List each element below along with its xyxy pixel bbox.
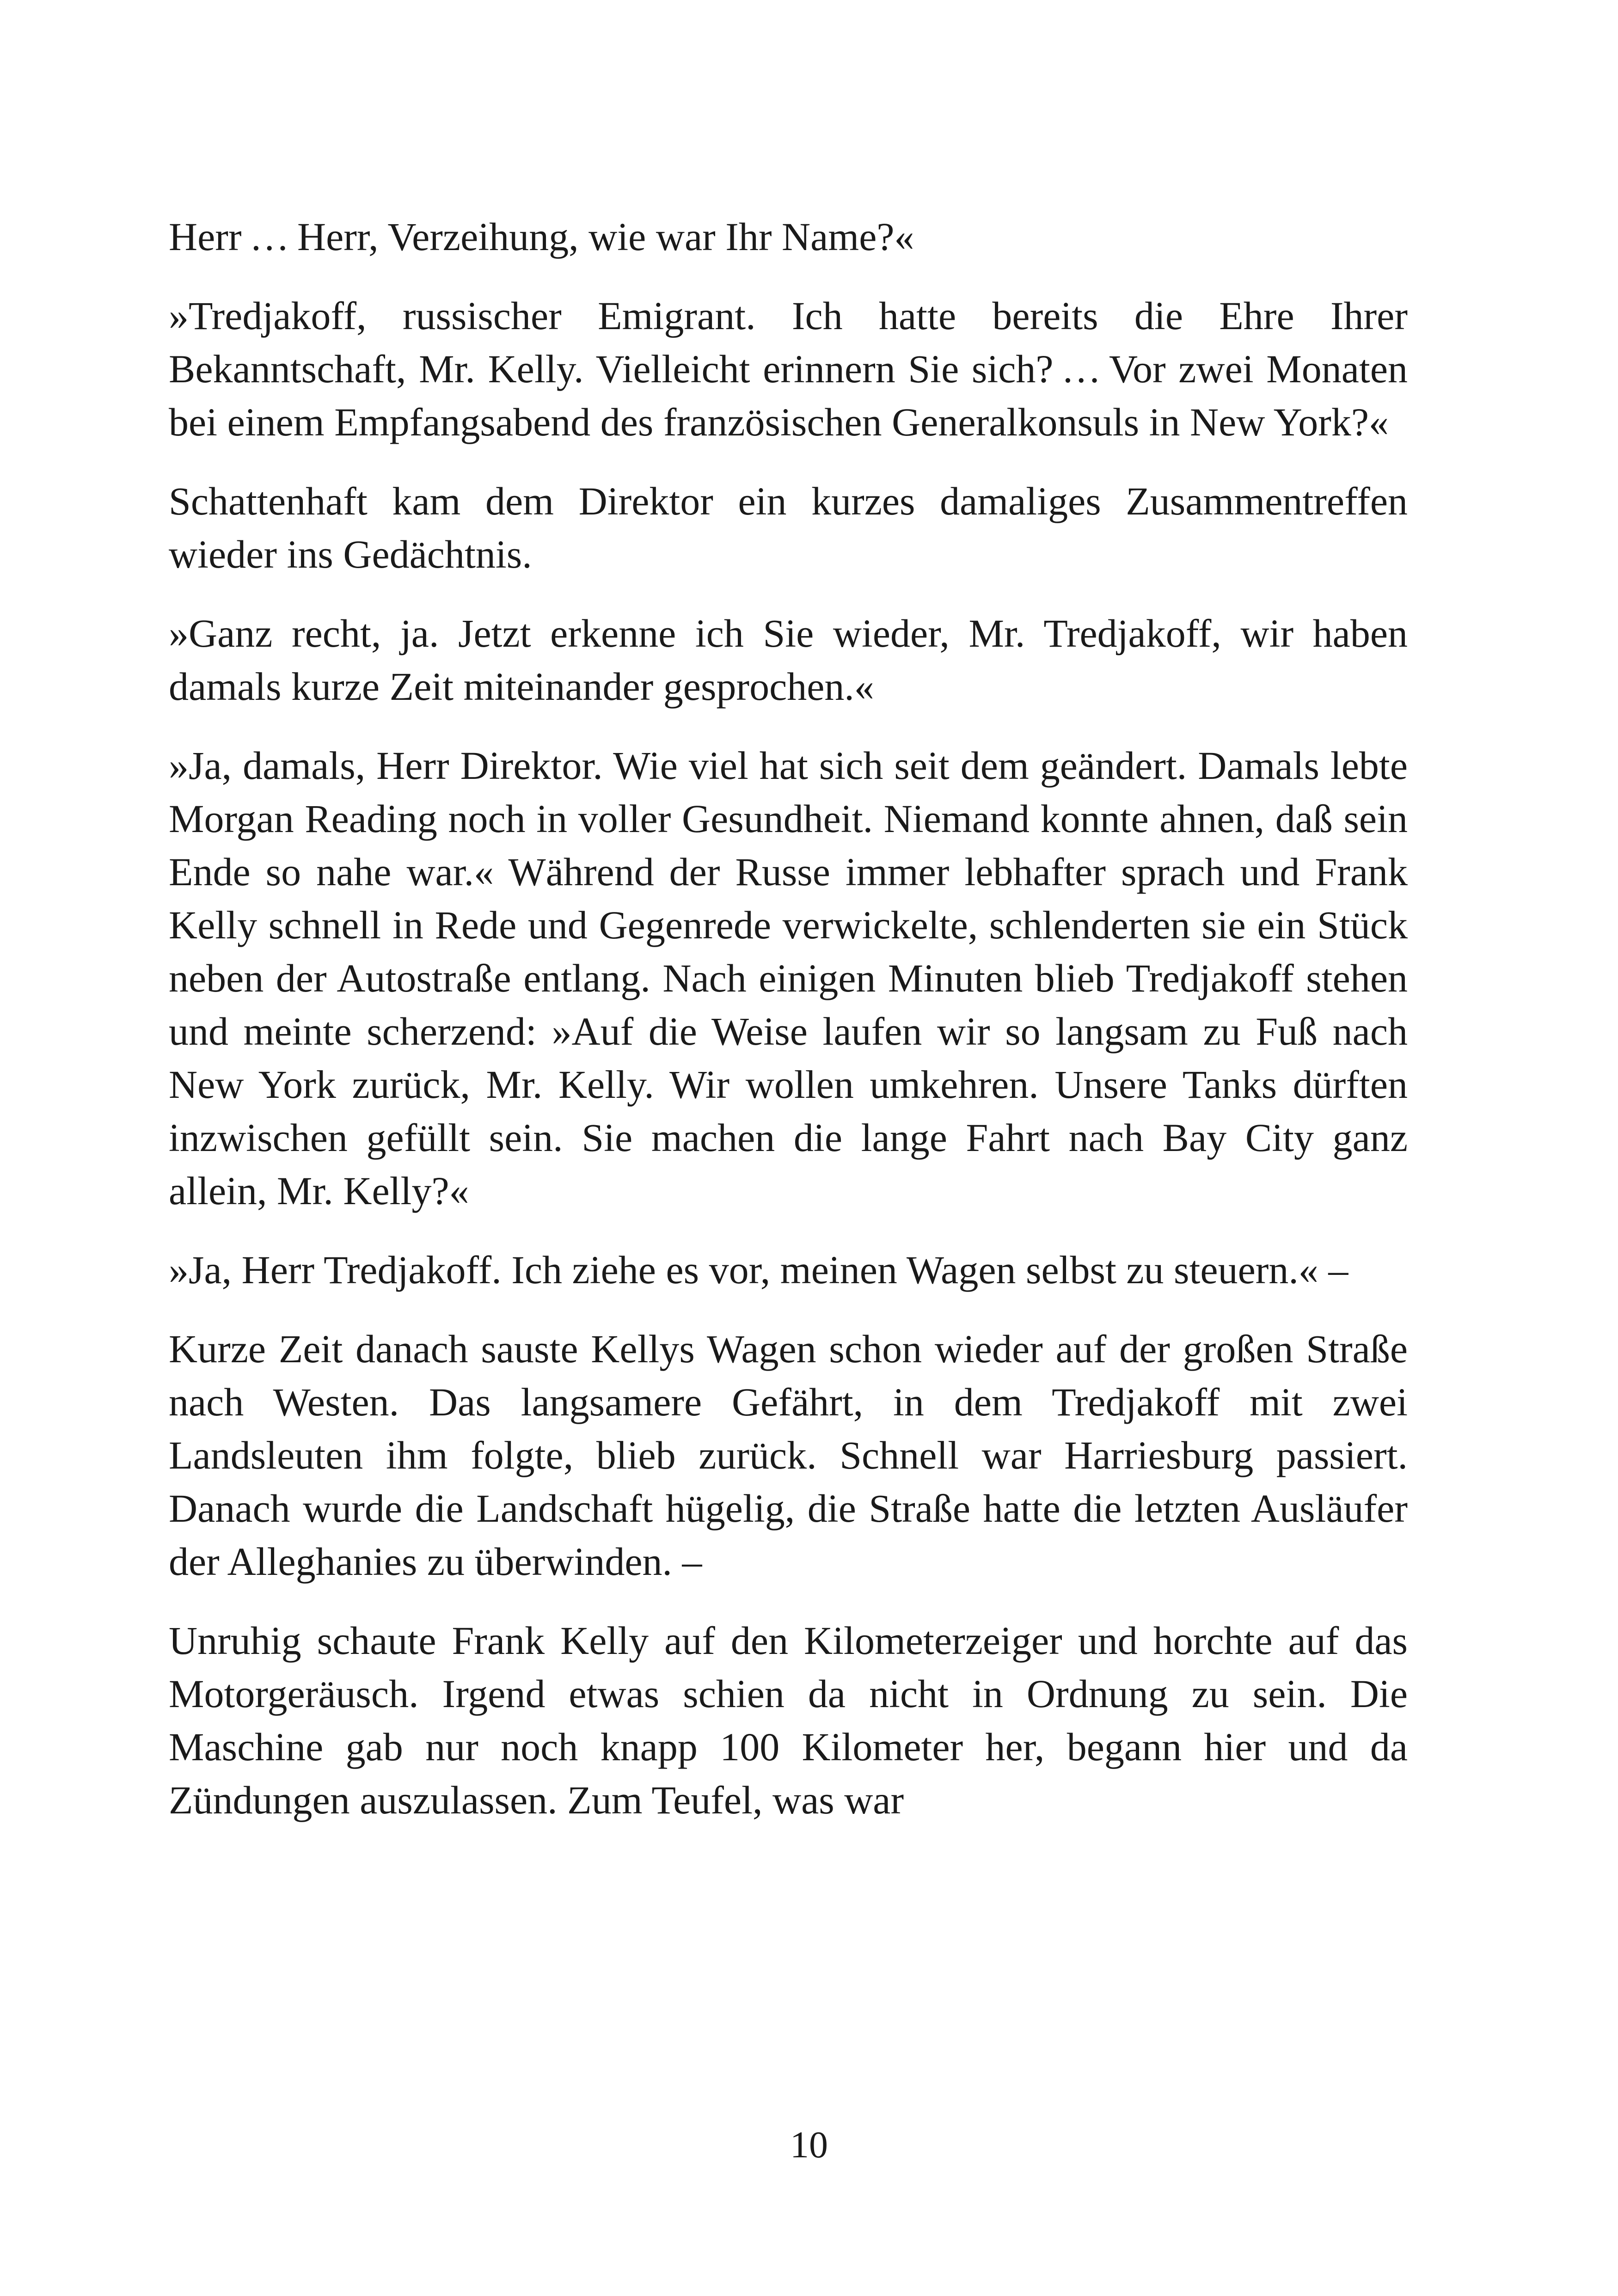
paragraph-2: »Tredjakoff, russischer Emigrant. Ich hatte bereits die Ehre Ihrer Bekanntschaft, Mr. Kelly. Vielleicht erinnern Sie sich? … Vor zwei Monaten bei einem Empfangsabend des französischen Generalkonsuls in New York?« [169, 294, 1408, 444]
paragraph-1: Herr … Herr, Verzeihung, wie war Ihr Name?« [169, 214, 914, 259]
paragraph-7: Kurze Zeit danach sauste Kellys Wagen schon wieder auf der großen Straße nach Westen. Das langsamere Gefährt, in dem Tredjakoff mit zwei Landsleuten ihm folgte, blieb zurück. Schnell war Harriesburg passiert. Danach wurde die Landschaft hügelig, die Straße hatte die letzten Ausläufer der Alleghanies zu überwinden. – [169, 1327, 1408, 1584]
body-text [169, 210, 1408, 1853]
paragraph-8: Unruhig schaute Frank Kelly auf den Kilometerzeiger und horchte auf das Motorgeräusch. Irgend etwas schien da nicht in Ordnung zu sein. Die Maschine gab nur noch knapp 100 Kilometer her, begann hier und da Zündungen auszulassen. Zum Teufel, was war [169, 1618, 1408, 1822]
paragraph-4: »Ganz recht, ja. Jetzt erkenne ich Sie wieder, Mr. Tredjakoff, wir haben damals kurze Zeit miteinander gesprochen.« [169, 611, 1408, 709]
paragraph-6: »Ja, Herr Tredjakoff. Ich ziehe es vor, meinen Wagen selbst zu steuern.« – [169, 1248, 1348, 1292]
page-number: 10 [790, 2124, 828, 2166]
paragraph-5: »Ja, damals, Herr Direktor. Wie viel hat sich seit dem geändert. Damals lebte Morgan Reading noch in voller Gesundheit. Niemand konnte ahnen, daß sein Ende so nahe war.« Während der Russe immer lebhafter sprach und Frank Kelly schnell in Rede und Gegenrede verwickelte, schlenderten sie ein Stück neben der Autostraße entlang. Nach einigen Minuten blieb Tredjakoff stehen und meinte scherzend: »Auf die Weise laufen wir so langsam zu Fuß nach New York zurück, Mr. Kelly. Wir wollen umkehren. Unsere Tanks dürften inzwischen gefüllt sein. Sie machen die lange Fahrt nach Bay City ganz allein, Mr. Kelly?« [169, 743, 1408, 1213]
paragraph-3: Schattenhaft kam dem Direktor ein kurzes damaliges Zusammentreffen wieder ins Gedächtnis. [169, 479, 1408, 576]
